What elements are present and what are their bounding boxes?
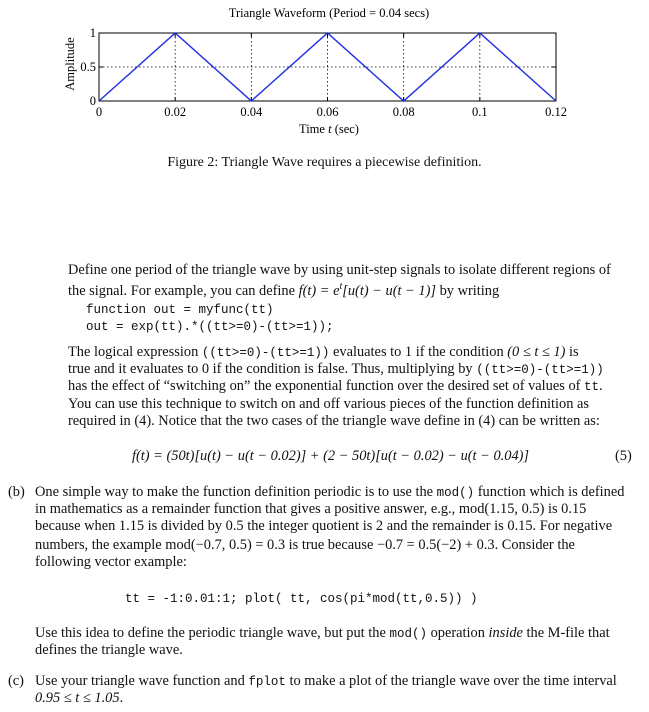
item-b-line1: One simple way to make the function definition periodic is to use the mod() function which is defined: [35, 484, 625, 500]
equation-5: f(t) = (50t)[u(t) − u(t − 0.02)] + (2 − 50t)[u(t − 0.02) − u(t − 0.04)]: [132, 448, 530, 464]
para1-line2: the signal. For example, you can define $f(t) = e^t[u(t) - u(t - 1)]$ by writing: [68, 281, 500, 299]
x-tick-label: 0: [95, 105, 103, 119]
y-axis-label: Amplitude: [63, 37, 77, 91]
figure-caption: Figure 2: Triangle Wave requires a piecewise definition.: [167, 155, 482, 170]
para2-line2: true and it evaluates to 0 if the condition is false. Thus, multiplying by ((tt>=0)-(tt>=1)): [68, 361, 604, 377]
item-c-marker: (c): [8, 673, 24, 689]
x-tick-label: 0.1: [472, 105, 488, 119]
chart-grid: [99, 33, 556, 101]
y-tick-label: 0: [89, 94, 96, 108]
x-tick-label: 0.04: [240, 105, 263, 119]
item-b-line3: because when 1.15 is divided by 0.5 the integer quotient is 2 and the remainder is 0.15. For negative: [35, 518, 613, 534]
item-b-line7: defines the triangle wave.: [35, 642, 183, 658]
y-tick-label: 1: [89, 26, 96, 40]
item-b-line2: in mathematics as a remainder function that gives a positive answer, e.g., mod(1.15, 0.5) is 0.15: [35, 501, 587, 517]
item-b-marker: (b): [8, 484, 25, 500]
chart-title: Triangle Waveform (Period = 0.04 secs): [228, 6, 430, 20]
x-tick-label: 0.02: [164, 105, 187, 119]
item-c-line2: 0.95 ≤ t ≤ 1.05.: [35, 690, 124, 706]
item-b-line6: Use this idea to define the periodic triangle wave, but put the mod() operation inside the M-file that: [35, 625, 610, 641]
item-b-line5: following vector example:: [35, 554, 187, 570]
triangle-wave-chart: [0, 0, 649, 175]
x-tick-label: 0.12: [545, 105, 567, 119]
code-line-1: function out = myfunc(tt): [86, 303, 274, 317]
x-tick-label: 0.08: [392, 105, 415, 119]
para2-line3: has the effect of “switching on” the exponential function over the desired set of values of tt.: [68, 378, 603, 394]
para2-line4: You can use this technique to switch on and off various pieces of the function definition as: [68, 396, 590, 412]
para2-line5: required in (4). Notice that the two cases of the triangle wave define in (4) can be written as:: [68, 413, 600, 429]
item-c-line1: Use your triangle wave function and fplot to make a plot of the triangle wave over the time interval: [35, 673, 617, 689]
y-tick-label: 0.5: [80, 60, 96, 74]
para1-line1: Define one period of the triangle wave by using unit-step signals to isolate different regions of: [68, 262, 611, 278]
item-b-code: tt = -1:0.01:1; plot( tt, cos(pi*mod(tt,0.5)) ): [125, 592, 478, 606]
chart-ticks: [80, 26, 567, 119]
equation-number: (5): [615, 448, 632, 464]
item-b-line4: numbers, the example mod(−0.7, 0.5) = 0.3 is true because −0.7 = 0.5(−2) + 0.3. Consider the: [35, 537, 575, 553]
para2-line1: The logical expression ((tt>=0)-(tt>=1)) evaluates to 1 if the condition (0 ≤ t ≤ 1) is: [68, 344, 579, 360]
x-tick-label: 0.06: [316, 105, 339, 119]
x-axis-label: Time t (sec): [299, 122, 359, 136]
code-line-2: out = exp(tt).*((tt>=0)-(tt>=1));: [86, 320, 334, 334]
